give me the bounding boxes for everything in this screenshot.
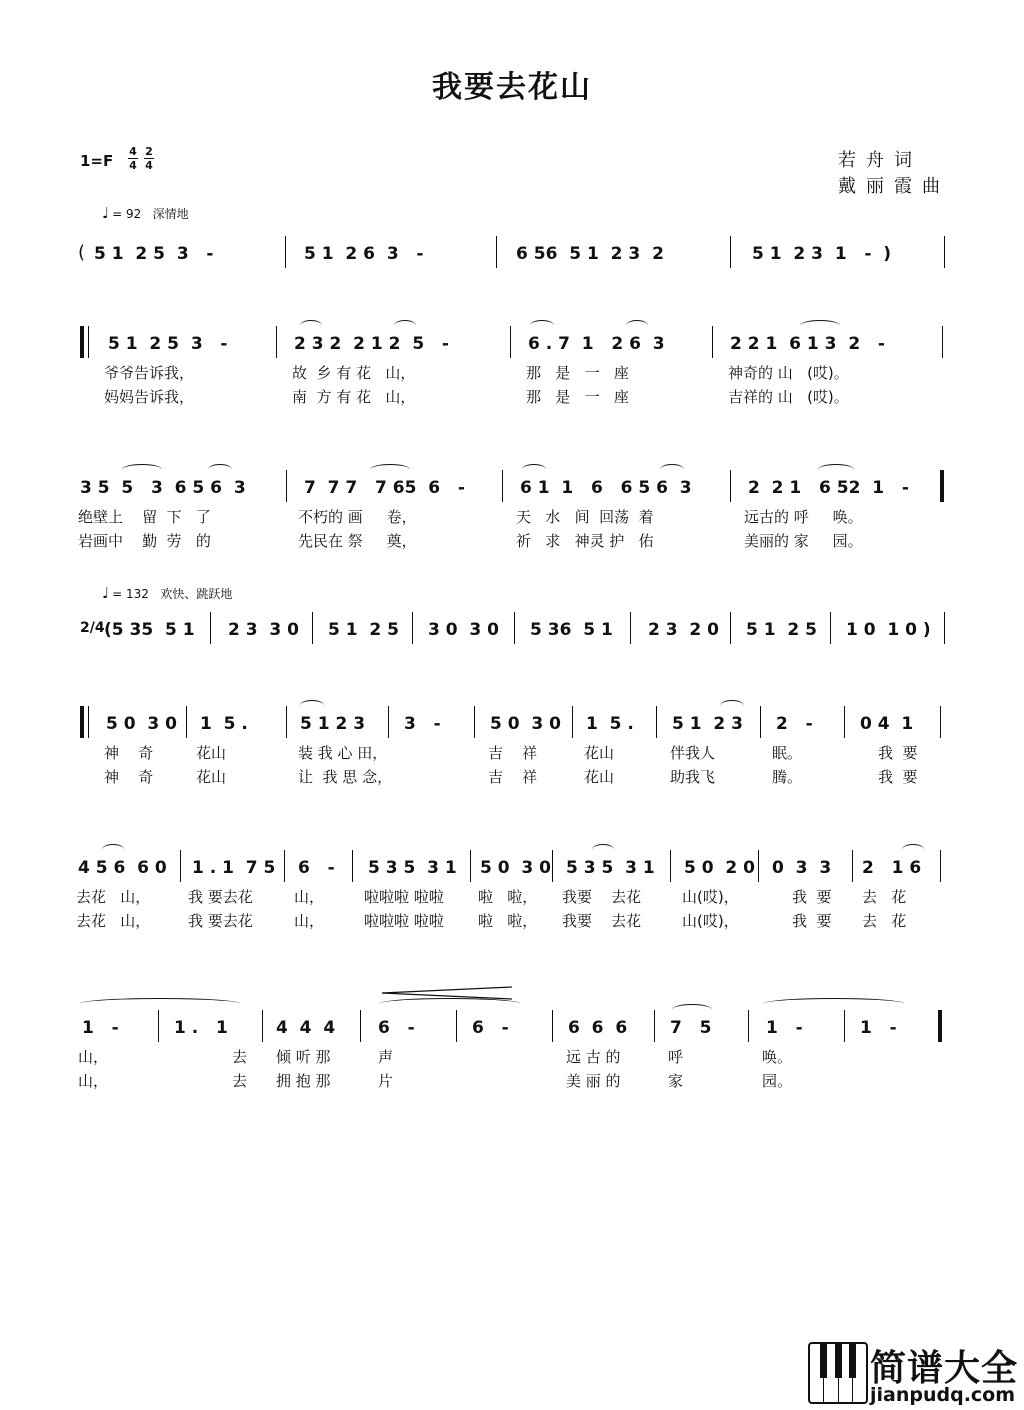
measure: 2 2 1 6 52 1 - xyxy=(748,478,909,498)
measure: 2 3 3 0 xyxy=(228,620,299,640)
measure: 3 5 5 3 6 5 6 3 xyxy=(80,478,246,498)
composer-credit: 戴丽霞曲 xyxy=(838,176,950,197)
measure: 5 1 2 6 3 - xyxy=(304,244,424,264)
measure: 5 3 5 3 1 xyxy=(566,858,655,878)
measure: 2 - xyxy=(776,714,813,734)
measure: 5 3 5 3 1 xyxy=(368,858,457,878)
tie xyxy=(80,998,240,1009)
measure: 1 - xyxy=(82,1018,119,1038)
quarter-note-icon: ♩ xyxy=(102,584,110,602)
slur xyxy=(902,844,924,855)
slur xyxy=(592,844,614,855)
quarter-note-icon: ♩ xyxy=(102,204,110,222)
slur xyxy=(530,320,554,331)
site-watermark xyxy=(808,1340,1018,1406)
measure: 5 0 2 0 xyxy=(684,858,755,878)
measure: 5 1 2 3 xyxy=(300,714,366,734)
measure: 5 1 2 5 xyxy=(746,620,817,640)
measure: 6 6 6 xyxy=(568,1018,628,1038)
slur xyxy=(370,464,410,475)
measure: 1 5 . xyxy=(200,714,248,734)
key-signature: 1=F xyxy=(80,152,114,170)
meter-change: 2/4 xyxy=(80,620,105,636)
score-line-3: 3 5 5 3 6 5 6 3 7 7 7 7 65 6 - 6 1 1 6 6 5 6 3 2 2 1 6 52 1 - 绝壁上 留 下 了 不朽的 画 卷， 天 水 间 回荡 着 远古的 呼 唤。 岩画中 勤 劳 的 先民在 祭 奠， 祈 求 神灵 护 佑 美丽的 家 园。 xyxy=(0,478,1024,568)
score-line-5: 5 0 3 0 1 5 . 5 1 2 3 3 - 5 0 3 0 1 5 . 5 1 2 3 2 - 0 4 1 神 奇 花山 装 我 心 田， 吉 祥 花山 伴我人 眠。 我 要 神 奇 花山 让 我 思 念， 吉 祥 花山 助我飞 腾。 我 要 xyxy=(0,714,1024,804)
slur xyxy=(300,700,324,711)
score-line-7: 1 - 1 . 1 4 4 4 6 - 6 - 6 6 6 7 5 1 - 1 - 山， 去 倾 听 那 声 远 古 的 呼 唤。 山， 去 拥 抱 那 片 美 丽 的 家 园。 xyxy=(0,1018,1024,1108)
slur xyxy=(394,320,416,331)
score-line-6: 4 5 6 6 0 1 . 1 7 5 6 - 5 3 5 3 1 5 0 3 0 5 3 5 3 1 5 0 2 0 0 3 3 2 1 6 去花 山， 我 要去花 山， 啦啦啦 啦啦 啦 啦， 我要 去花 山(哎)， 我 要 去 花 去花 山， 我 要去花 山， 啦啦啦 啦啦 啦 啦， 我要 去花 山(哎)， 我 要 去 花 xyxy=(0,858,1024,948)
slur xyxy=(208,464,232,475)
slur xyxy=(660,464,684,475)
measure: 5 1 2 5 3 - xyxy=(108,334,228,354)
measure: 5 36 5 1 xyxy=(530,620,613,640)
measure: 6 56 5 1 2 3 2 xyxy=(516,244,664,264)
measure: 5 0 3 0 xyxy=(106,714,177,734)
lyricist-credit: 若舟词 xyxy=(838,150,922,171)
meter-4-4: $\frac{4}{4}$ xyxy=(129,145,137,172)
slur xyxy=(626,320,648,331)
score-line-1 xyxy=(0,244,1024,334)
measure: 1 - xyxy=(766,1018,803,1038)
slur xyxy=(672,1004,712,1015)
measure: 2 3 2 2 1 2 5 - xyxy=(294,334,449,354)
slur xyxy=(800,320,840,331)
score-line-2: 5 1 2 5 3 - 2 3 2 2 1 2 5 - 6 . 7 1 2 6 3 2 2 1 6 1 3 2 - 爷爷告诉我， 故 乡 有 花 山， 那 是 一 座 神奇的 山 (哎)。 妈妈告诉我， 南 方 有 花 山， 那 是 一 座 吉祥的 山 (哎)。 xyxy=(0,334,1024,424)
tempo-marking-1: ♩ = 92 深情地 xyxy=(102,204,189,222)
slur xyxy=(522,464,546,475)
slur xyxy=(720,700,744,711)
measure: 5 1 2 5 xyxy=(328,620,399,640)
measure: 1 0 1 0 ) xyxy=(846,620,931,640)
measure: 1 5 . xyxy=(586,714,634,734)
measure: 7 7 7 7 65 6 - xyxy=(304,478,465,498)
measure: 2 2 1 6 1 3 2 - xyxy=(730,334,885,354)
measure: 3 0 3 0 xyxy=(428,620,499,640)
measure: 3 - xyxy=(404,714,441,734)
measure: 6 - xyxy=(472,1018,509,1038)
meter-2-4: $\frac{2}{4}$ xyxy=(145,145,153,172)
measure: 6 - xyxy=(298,858,335,878)
measure: 5 0 3 0 xyxy=(490,714,561,734)
measure: 1 - xyxy=(860,1018,897,1038)
measure: 6 . 7 1 2 6 3 xyxy=(528,334,665,354)
open-paren: ( xyxy=(78,242,86,263)
watermark-url: jianpudq.com xyxy=(870,1384,1016,1406)
slur xyxy=(818,464,854,475)
measure: 5 1 2 5 3 - xyxy=(94,244,214,264)
measure: 6 1 1 6 6 5 6 3 xyxy=(520,478,692,498)
slur xyxy=(122,464,162,475)
measure: 6 - xyxy=(378,1018,415,1038)
score-line-4 xyxy=(0,620,1024,710)
measure: 1 . 1 7 5 xyxy=(192,858,276,878)
measure: 0 4 1 xyxy=(860,714,914,734)
measure: (5 35 5 1 xyxy=(104,620,195,640)
watermark-text: 简谱大全 xyxy=(870,1348,1019,1389)
measure: 4 4 4 xyxy=(276,1018,336,1038)
tie xyxy=(380,998,520,1009)
measure: 5 1 2 3 xyxy=(672,714,743,734)
measure: 5 0 3 0 xyxy=(480,858,551,878)
piano-keys-icon xyxy=(808,1342,868,1404)
time-signatures xyxy=(128,146,154,171)
tempo-marking-2: ♩ = 132 欢快、跳跃地 xyxy=(102,584,233,602)
measure: 1 . 1 xyxy=(174,1018,228,1038)
measure: 2 1 6 xyxy=(862,858,922,878)
measure: 7 5 xyxy=(670,1018,712,1038)
slur xyxy=(300,320,322,331)
measure: 2 3 2 0 xyxy=(648,620,719,640)
measure: 5 1 2 3 1 - ) xyxy=(752,244,892,264)
page-title: 我要去花山 xyxy=(432,70,592,105)
measure: 0 3 3 xyxy=(772,858,832,878)
tie xyxy=(764,998,904,1009)
slur xyxy=(102,844,124,855)
measure: 4 5 6 6 0 xyxy=(78,858,167,878)
